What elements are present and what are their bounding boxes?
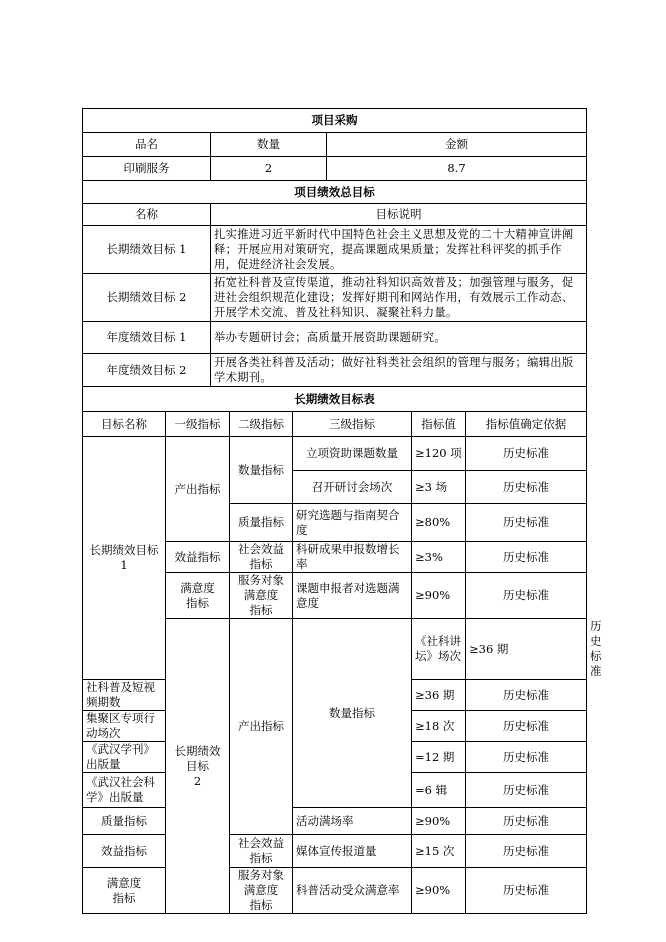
goal2-item-value: ≥18 次	[412, 711, 466, 742]
goal1-item-basis: 历史标准	[466, 573, 587, 619]
overall-goal-name: 年度绩效目标 1	[83, 322, 211, 354]
goal2-item-basis: 历史标准	[466, 773, 587, 808]
goal2-item-basis: 历史标准	[466, 868, 587, 914]
goal2-item-value: ≥90%	[412, 808, 466, 835]
goal2-item-name: 媒体宣传报道量	[293, 835, 412, 868]
goal2-item-value: =6 辑	[412, 773, 466, 808]
procurement-header-qty: 数量	[211, 133, 327, 157]
procurement-header-amount: 金额	[327, 133, 587, 157]
goal1-item-basis: 历史标准	[466, 504, 587, 542]
overall-goal-name: 长期绩效目标 1	[83, 226, 211, 274]
overall-goals-table	[82, 180, 587, 387]
goal2-item-value: ≥90%	[412, 868, 466, 914]
longterm-header-level3: 三级指标	[293, 412, 412, 437]
goal1-item-basis: 历史标准	[466, 437, 587, 471]
goal1-quality-indicator: 质量指标	[230, 504, 293, 542]
goal2-service-indicator: 服务对象 满意度 指标	[230, 868, 293, 914]
goal2-item-name: 活动满场率	[293, 808, 412, 835]
goal1-item-value: ≥80%	[412, 504, 466, 542]
goal1-item-name: 科研成果申报数增长率	[293, 542, 412, 573]
goal2-item-value: ≥15 次	[412, 835, 466, 868]
goal2-output-indicator: 产出指标	[230, 619, 293, 835]
goal2-benefit-indicator: 效益指标	[83, 835, 166, 868]
goal1-service-indicator: 服务对象 满意度 指标	[230, 573, 293, 619]
goal2-item-name: 科普活动受众满意率	[293, 868, 412, 914]
goal2-quality-indicator: 质量指标	[83, 808, 166, 835]
goal1-item-value: ≥3%	[412, 542, 466, 573]
longterm-title: 长期绩效目标表	[83, 387, 587, 412]
goal2-item-name: 社科普及短视频期数	[83, 680, 166, 711]
procurement-title: 项目采购	[83, 109, 587, 133]
overall-goal-desc: 扎实推进习近平新时代中国特色社会主义思想及党的二十大精神宣讲阐释；开展应用对策研究，提高课题成果质量；发挥社科评奖的抓手作用，促进经济社会发展。	[211, 226, 587, 274]
goal1-output-indicator: 产出指标	[166, 437, 230, 542]
goal1-item-name: 研究选题与指南契合度	[293, 504, 412, 542]
overall-goals-title: 项目绩效总目标	[83, 181, 587, 204]
procurement-table	[82, 108, 587, 181]
document-page	[82, 108, 602, 914]
goal1-item-name: 课题申报者对选题满意度	[293, 573, 412, 619]
goal2-name: 长期绩效目标 2	[166, 619, 230, 914]
longterm-goals-table: 长期绩效目标表 目标名称 一级指标 二级指标 三级指标 指标值 指标值确定依据 长期绩效目标 1 产出指标 数量指标 立项资助课题数量 ≥120 项 历史标准 召开研讨会场次 ≥3 场 历史标准 质量指标 研究选题与指南契合度 ≥80% 历史标准 效益指标 社会效益 指标 科研成果申报数增长率 ≥3% 历史标准 满意度 指标 服务对象 满意度 指标 课题申报者对选题满意度 ≥90% 历史标准 长期绩效目标 2 产出指标 数量指标 《社科讲坛》场次 ≥36 期 历史标准 社科普及短视频期数 ≥36 期 历史标准 集聚区专项行动场次 ≥18 次 历史标准 《武汉学刊》出版量 =12 期 历史标准 《武汉社会科学》出版量 =6 辑 历史标准 质量指标 活动满场率 ≥90% 历史标准 效益指标 社会效益 指标 媒体宣传报道量 ≥15 次 历史标准 满意度 指标 服务对象 满意度 指标 科普活动受众满意率 ≥90% 历史标准	[82, 386, 587, 914]
longterm-header-value: 指标值	[412, 412, 466, 437]
goal2-item-basis: 历史标准	[466, 680, 587, 711]
overall-header-name: 名称	[83, 204, 211, 226]
goal1-item-name: 召开研讨会场次	[293, 471, 412, 504]
overall-goal-name: 年度绩效目标 2	[83, 354, 211, 387]
goal1-item-basis: 历史标准	[466, 471, 587, 504]
goal1-name: 长期绩效目标 1	[83, 437, 166, 680]
goal1-quantity-indicator: 数量指标	[230, 437, 293, 504]
goal1-item-name: 立项资助课题数量	[293, 437, 412, 471]
goal1-benefit-indicator: 效益指标	[166, 542, 230, 573]
procurement-qty: 2	[211, 157, 327, 181]
goal2-quantity-indicator: 数量指标	[293, 619, 412, 808]
overall-goal-desc: 开展各类社科普及活动；做好社科类社会组织的管理与服务；编辑出版学术期刊。	[211, 354, 587, 387]
longterm-header-basis: 指标值确定依据	[466, 412, 587, 437]
goal2-item-basis: 历史标准	[466, 808, 587, 835]
goal2-item-name: 《武汉社会科学》出版量	[83, 773, 166, 808]
goal2-item-basis: 历史标准	[466, 711, 587, 742]
goal1-item-value: ≥3 场	[412, 471, 466, 504]
overall-goal-desc: 举办专题研讨会；高质量开展资助课题研究。	[211, 322, 587, 354]
overall-goal-name: 长期绩效目标 2	[83, 274, 211, 322]
goal2-item-name: 《社科讲坛》场次	[412, 619, 466, 680]
goal2-item-name: 集聚区专项行动场次	[83, 711, 166, 742]
goal1-satisfaction-indicator: 满意度 指标	[166, 573, 230, 619]
goal2-item-basis: 历史标准	[466, 742, 587, 773]
goal2-item-value: ≥36 期	[466, 619, 587, 680]
longterm-header-level1: 一级指标	[166, 412, 230, 437]
overall-goal-desc: 拓宽社科普及宣传渠道，推动社科知识高效普及；加强管理与服务，促进社会组织规范化建设；发挥好期刊和网站作用，有效展示工作动态、开展学术交流、普及社科知识、凝聚社科力量。	[211, 274, 587, 322]
goal2-satisfaction-indicator: 满意度 指标	[83, 868, 166, 914]
goal2-item-value: =12 期	[412, 742, 466, 773]
longterm-header-level2: 二级指标	[230, 412, 293, 437]
goal2-item-name: 《武汉学刊》出版量	[83, 742, 166, 773]
goal1-item-basis: 历史标准	[466, 542, 587, 573]
overall-header-desc: 目标说明	[211, 204, 587, 226]
goal2-social-indicator: 社会效益 指标	[230, 835, 293, 868]
procurement-amount: 8.7	[327, 157, 587, 181]
goal1-social-indicator: 社会效益 指标	[230, 542, 293, 573]
goal2-item-value: ≥36 期	[412, 680, 466, 711]
goal1-item-value: ≥90%	[412, 573, 466, 619]
procurement-item: 印刷服务	[83, 157, 211, 181]
longterm-header-goal: 目标名称	[83, 412, 166, 437]
procurement-header-item: 品名	[83, 133, 211, 157]
goal1-item-value: ≥120 项	[412, 437, 466, 471]
goal2-item-basis: 历史标准	[466, 835, 587, 868]
